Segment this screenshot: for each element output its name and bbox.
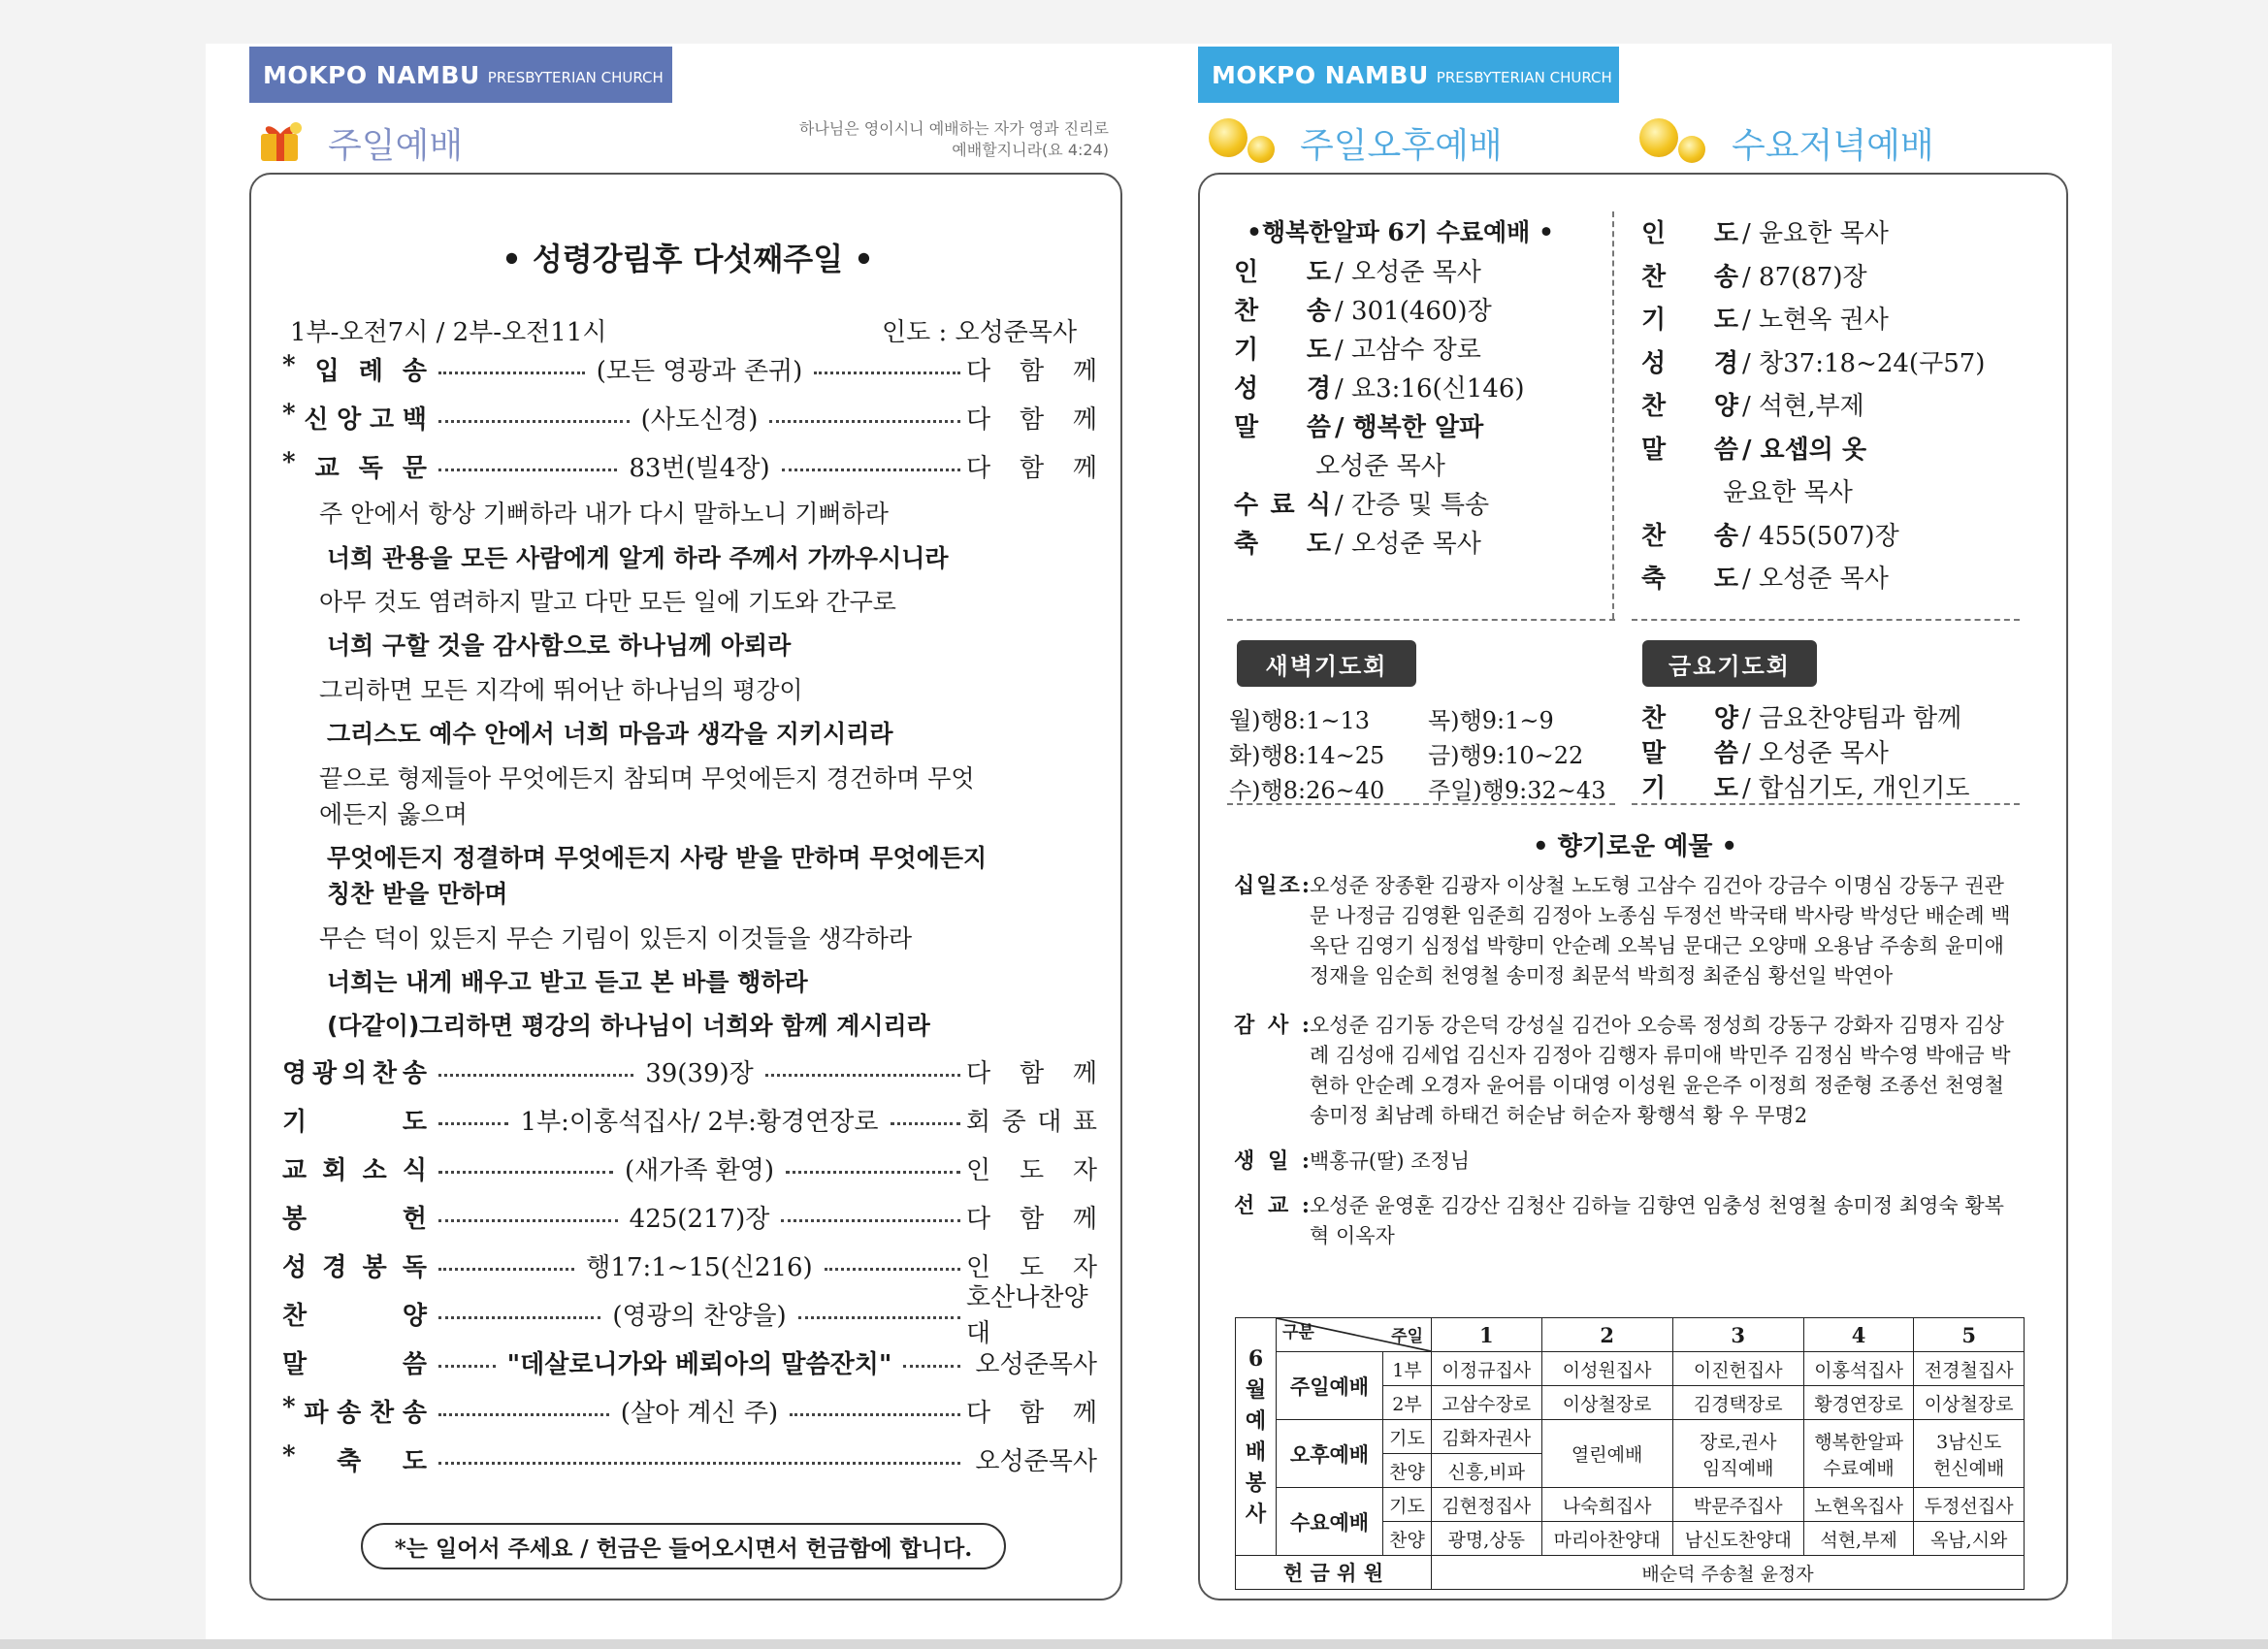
order-row	[282, 349, 1097, 388]
side-char: 월	[1245, 1377, 1267, 1403]
duty-corner	[1277, 1318, 1432, 1352]
dawn-item: 금)행9:10~22	[1428, 742, 1584, 769]
duty-table	[1235, 1317, 2025, 1590]
church-name-right: MOKPO NAMBU	[1212, 60, 1429, 89]
schedule-value: / 고삼수 장로	[1335, 336, 1481, 365]
duty-cell-stack	[1914, 1420, 2025, 1488]
afternoon-heading: •행복한알파 6기 수료예배 •	[1247, 218, 1554, 246]
schedule-key: 말 씀	[1641, 739, 1738, 768]
duty-cell: 마리아찬양대	[1541, 1522, 1672, 1556]
order-responsible: 인 도 자	[966, 1252, 1097, 1282]
right-header-band	[1198, 47, 1619, 103]
leader-dots	[438, 372, 585, 374]
order-detail: (살아 계신 주)	[620, 1398, 779, 1428]
dawn-item: 화)행8:14~25	[1229, 742, 1385, 769]
church-name: MOKPO NAMBU	[263, 60, 480, 89]
order-responsible: 다 함 께	[966, 1058, 1098, 1088]
schedule-row	[1641, 213, 1889, 249]
candle-icon-small	[1247, 136, 1275, 163]
schedule-key: 성 경	[1641, 348, 1738, 378]
reading-line: 그리스도 예수 안에서 너희 마음과 생각을 지키시리라	[327, 720, 893, 748]
order-detail: 1부:이홍석집사/ 2부:황경연장로	[520, 1107, 879, 1137]
schedule-row	[1641, 472, 1853, 508]
duty-cell: 이정규집사	[1432, 1352, 1542, 1386]
order-label: 영 광 의 찬 송	[282, 1058, 427, 1088]
side-char: 봉	[1245, 1471, 1267, 1496]
schedule-row	[1641, 386, 1864, 422]
schedule-key: 인 도	[1641, 219, 1738, 248]
duty-line: 수료예배	[1823, 1457, 1895, 1479]
duty-side-label	[1236, 1318, 1277, 1556]
gift-icon	[255, 116, 306, 165]
order-detail: 행17:1~15(신216)	[586, 1252, 813, 1282]
duty-cell: 고삼수장로	[1432, 1386, 1542, 1420]
duty-cell: 두정선집사	[1914, 1488, 2025, 1522]
schedule-key: 찬 송	[1641, 521, 1738, 551]
order-detail: (사도신경)	[640, 404, 759, 435]
leader-dots	[825, 1268, 960, 1271]
reading-line: 그리하면 모든 지각에 뛰어난 하나님의 평강이	[319, 676, 803, 704]
leader-dots	[790, 1413, 960, 1416]
schedule-row	[1234, 407, 1483, 443]
schedule-value: / 윤요한 목사	[1742, 219, 1889, 248]
leader-dots	[438, 1413, 609, 1416]
service-leader: 인도 : 오성준목사	[882, 318, 1078, 347]
leader-dots	[765, 1074, 960, 1077]
order-label: 교 회 소 식	[282, 1155, 427, 1185]
verse-line-1: 하나님은 영이시니 예배하는 자가 영과 진리로	[798, 119, 1109, 138]
schedule-row	[1641, 300, 1889, 336]
schedule-value: 윤요한 목사	[1723, 478, 1853, 507]
duty-cell: 광명,상동	[1432, 1522, 1542, 1556]
reading-line: 칭찬 받을 만하며	[327, 880, 508, 908]
schedule-row	[1641, 516, 1899, 552]
sunday-worship-title: 주일예배	[328, 126, 464, 166]
leader-dots	[438, 1219, 618, 1222]
candle-icon-2	[1639, 118, 1678, 157]
duty-line: 행복한알파	[1814, 1431, 1903, 1453]
schedule-key: 성 경	[1234, 374, 1331, 404]
duty-cell: 이상철장로	[1914, 1386, 2025, 1420]
corner-week: 주일	[1391, 1327, 1423, 1346]
leader-dots	[798, 1316, 960, 1319]
schedule-value: / 요셉의 옷	[1742, 435, 1867, 465]
wed-sub-1: 기도	[1383, 1488, 1432, 1522]
duty-cell: 김경택장로	[1672, 1386, 1803, 1420]
duty-cell: 열린예배	[1541, 1420, 1672, 1488]
duty-cell: 신흥,비파	[1432, 1454, 1542, 1488]
order-label: * 입 례 송	[282, 350, 427, 386]
sunday-duty-label: 주일예배	[1277, 1352, 1383, 1420]
candle-icon	[1209, 118, 1247, 157]
duty-cell-stack	[1672, 1420, 1803, 1488]
schedule-value: / 오성준 목사	[1335, 530, 1481, 559]
church-subtitle: PRESBYTERIAN CHURCH	[487, 69, 664, 86]
order-row	[282, 1100, 1097, 1139]
duty-cell: 김현정집사	[1432, 1488, 1542, 1522]
order-detail: (모든 영광과 존귀)	[596, 356, 803, 386]
leader-dots	[438, 1316, 600, 1319]
offering-row	[1234, 1011, 2023, 1131]
order-row	[282, 1148, 1097, 1187]
schedule-row	[1641, 343, 1985, 379]
schedule-value: / 오성준 목사	[1335, 258, 1481, 287]
schedule-row	[1641, 733, 1889, 769]
offering-type: 선 교 :	[1234, 1193, 1310, 1218]
schedule-value: / 455(507)장	[1742, 521, 1899, 551]
offering-names: 오성준 윤영훈 김강산 김청산 김하늘 김향연 임충성 천영철 송미정 최영숙 황복혁 이옥자	[1310, 1194, 2004, 1247]
reading-line: 너희는 내게 배우고 받고 듣고 본 바를 행하라	[327, 968, 808, 996]
order-detail: (새가족 환영)	[624, 1155, 775, 1185]
week-5: 5	[1914, 1318, 2025, 1352]
right-schedule-box	[1198, 173, 2068, 1600]
corner-category: 구분	[1282, 1323, 1314, 1342]
schedule-row	[1234, 330, 1481, 366]
schedule-value: / 합심기도, 개인기도	[1742, 774, 1970, 803]
duty-cell: 남신도찬양대	[1672, 1522, 1803, 1556]
order-detail: (영광의 찬양을)	[612, 1301, 787, 1331]
side-char: 예	[1245, 1408, 1267, 1434]
schedule-row	[1234, 369, 1525, 404]
order-responsible: 다 함 께	[966, 356, 1098, 386]
duty-cell: 황경연장로	[1803, 1386, 1914, 1420]
scan-edge	[0, 1639, 2268, 1649]
order-detail: "데살로니가와 베뢰아의 말씀잔치"	[506, 1349, 892, 1379]
leader-dots	[786, 1171, 960, 1174]
duty-cell: 나숙희집사	[1541, 1488, 1672, 1522]
schedule-row	[1234, 485, 1489, 521]
order-row	[282, 1342, 1097, 1381]
schedule-value: / 87(87)장	[1742, 262, 1867, 292]
order-row	[282, 1283, 1097, 1348]
schedule-value: / 창37:18~24(구57)	[1742, 348, 1986, 378]
order-responsible: 다 함 께	[966, 404, 1098, 435]
divider-left-2	[1227, 803, 1615, 805]
offering-type: 십 일 조 :	[1234, 873, 1310, 898]
duty-line: 헌신예배	[1932, 1457, 2005, 1479]
order-row	[282, 1391, 1097, 1430]
duty-cell: 이상철장로	[1541, 1386, 1672, 1420]
order-label: 봉 헌	[282, 1204, 427, 1234]
wed-sub-2: 찬양	[1383, 1522, 1432, 1556]
duty-line: 3남신도	[1936, 1431, 2002, 1453]
offering-title: • 향기로운 예물 •	[1532, 832, 1738, 861]
duty-cell: 전경철집사	[1914, 1352, 2025, 1386]
schedule-value: 오성준 목사	[1315, 452, 1445, 481]
schedule-row	[1641, 559, 1889, 595]
order-detail: 83번(빌4장)	[629, 453, 770, 483]
friday-prayer-badge: 금요기도회	[1642, 640, 1817, 687]
order-label: 찬 양	[282, 1301, 427, 1331]
schedule-value: / 요3:16(신146)	[1335, 374, 1525, 404]
wed-duty-label: 수요예배	[1277, 1488, 1383, 1556]
schedule-key: 축 도	[1234, 530, 1331, 559]
duty-cell-stack	[1803, 1420, 1914, 1488]
schedule-key: 말 씀	[1641, 435, 1738, 465]
leader-dots	[438, 1462, 960, 1465]
schedule-key: 기 도	[1641, 306, 1738, 335]
afternoon-worship-title: 주일오후예배	[1300, 126, 1503, 166]
schedule-row	[1234, 252, 1481, 288]
week-title: • 성령강림후 다섯째주일 •	[502, 241, 874, 277]
schedule-row	[1641, 698, 1961, 734]
side-char: 사	[1245, 1502, 1267, 1527]
schedule-key: 기 도	[1641, 774, 1738, 803]
service-times: 1부-오전7시 / 2부-오전11시	[290, 318, 607, 347]
reading-line: 무슨 덕이 있든지 무슨 기림이 있든지 이것들을 생각하라	[319, 924, 913, 953]
dawn-item: 수)행8:26~40	[1229, 777, 1385, 804]
order-responsible: 호산나찬양대	[966, 1283, 1088, 1348]
sunday-sub-2: 2부	[1383, 1386, 1432, 1420]
afternoon-duty-label: 오후예배	[1277, 1420, 1383, 1488]
schedule-key: 찬 송	[1234, 297, 1331, 326]
order-responsible: 인 도 자	[966, 1155, 1098, 1185]
dawn-item: 목)행9:1~9	[1428, 707, 1554, 734]
divider-right	[1632, 619, 2020, 621]
reading-line: 아무 것도 염려하지 말고 다만 모든 일에 기도와 간구로	[319, 588, 896, 616]
leader-dots	[903, 1365, 960, 1368]
afternoon-sub-1: 기도	[1383, 1420, 1432, 1454]
dawn-prayer-badge: 새벽기도회	[1237, 640, 1416, 687]
duty-line: 장로,권사	[1700, 1431, 1777, 1453]
schedule-key: 기 도	[1234, 336, 1331, 365]
schedule-value: / 석현,부제	[1742, 392, 1864, 421]
schedule-value: / 노현옥 권사	[1742, 306, 1889, 335]
reading-line: 무엇에든지 정결하며 무엇에든지 사랑 받을 만하며 무엇에든지	[327, 844, 988, 872]
order-responsible: 오성준목사	[975, 1446, 1097, 1476]
order-responsible: 다 함 께	[966, 453, 1098, 483]
schedule-row	[1641, 257, 1867, 293]
duty-line: 임직예배	[1702, 1457, 1774, 1479]
offering-row	[1234, 1147, 2023, 1177]
order-row	[282, 398, 1097, 436]
leader-dots	[438, 1268, 574, 1271]
side-char: 6	[1247, 1346, 1264, 1372]
offering-row	[1234, 1191, 2023, 1251]
leader-dots	[782, 469, 960, 471]
schedule-key: 찬 양	[1641, 704, 1738, 733]
order-label: * 신 앙 고 백	[282, 399, 427, 435]
offering-type: 생 일 :	[1234, 1148, 1310, 1174]
scripture-verse	[799, 118, 1109, 161]
divider-left	[1227, 619, 1615, 621]
order-row	[282, 1197, 1097, 1236]
order-responsible: 다 함 께	[966, 1398, 1097, 1428]
leader-dots	[438, 1365, 496, 1368]
order-responsible: 다 함 께	[966, 1204, 1097, 1234]
leader-dots	[891, 1122, 960, 1125]
sunday-worship-box	[249, 173, 1122, 1600]
leader-dots	[438, 1122, 508, 1125]
reading-line: 에든지 옳으며	[319, 800, 468, 828]
afternoon-sub-2: 찬양	[1383, 1454, 1432, 1488]
week-1: 1	[1432, 1318, 1542, 1352]
duty-cell: 박문주집사	[1672, 1488, 1803, 1522]
duty-cell: 석현,부제	[1803, 1522, 1914, 1556]
duty-cell: 옥남,시와	[1914, 1522, 2025, 1556]
leader-dots	[438, 469, 617, 471]
schedule-row	[1641, 430, 1866, 466]
duty-cell: 노현옥집사	[1803, 1488, 1914, 1522]
offering-committee-names: 배순덕 주송철 윤정자	[1432, 1556, 2025, 1590]
divider-right-2	[1632, 803, 2020, 805]
schedule-row	[1234, 524, 1481, 560]
order-detail: 425(217)장	[629, 1204, 770, 1234]
schedule-key: 축 도	[1641, 565, 1738, 594]
leader-dots	[438, 1074, 633, 1077]
week-3: 3	[1672, 1318, 1803, 1352]
schedule-value: / 간증 및 특송	[1335, 491, 1490, 520]
order-label: 성 경 봉 독	[282, 1252, 427, 1282]
order-row	[282, 1439, 1097, 1478]
leader-dots	[769, 420, 960, 423]
schedule-key: 말 씀	[1234, 413, 1331, 442]
verse-line-2: 예배할지니라(요 4:24)	[952, 141, 1109, 159]
duty-cell: 이진헌집사	[1672, 1352, 1803, 1386]
schedule-key: 찬 양	[1641, 392, 1738, 421]
schedule-key: 찬 송	[1641, 262, 1738, 292]
offering-type: 감 사 :	[1234, 1013, 1310, 1038]
offering-committee-label: 헌 금 위 원	[1236, 1556, 1432, 1590]
schedule-value: / 301(460)장	[1335, 297, 1492, 326]
schedule-row	[1234, 446, 1445, 482]
dawn-item: 주일)행9:32~43	[1428, 777, 1606, 804]
offering-names: 오성준 김기동 강은덕 강성실 김건아 오승록 정성희 강동구 강화자 김명자 김상례 김성애 김세업 김신자 김정아 김행자 류미애 박민주 김정심 박수영 박애금 박현하 안순례 오경자 윤어름 이대영 이성원 윤은주 이정희 정준형 조종선 천영철 송미정 최남례 하태건 허순남 허순자 황행석 황 우 무명2	[1310, 1014, 2011, 1127]
sunday-sub-1: 1부	[1383, 1352, 1432, 1386]
schedule-row	[1641, 768, 1969, 804]
schedule-value: / 금요찬양팀과 함께	[1742, 704, 1962, 733]
order-label: * 파 송 찬 송	[282, 1392, 427, 1428]
schedule-value: / 오성준 목사	[1742, 565, 1889, 594]
order-row	[282, 446, 1097, 485]
leader-dots	[438, 420, 630, 423]
reading-line: (다같이)그리하면 평강의 하나님이 너희와 함께 계시리라	[327, 1012, 930, 1040]
order-label: * 교 독 문	[282, 447, 427, 483]
reading-line: 끝으로 형제들아 무엇에든지 참되며 무엇에든지 경건하며 무엇	[319, 764, 975, 792]
duty-cell: 이홍석집사	[1803, 1352, 1914, 1386]
candle-icon-2-small	[1678, 136, 1705, 163]
order-label: 기 도	[282, 1107, 427, 1137]
order-row	[282, 1051, 1097, 1090]
schedule-row	[1234, 291, 1492, 327]
order-responsible: 회 중 대 표	[966, 1107, 1097, 1137]
week-4: 4	[1803, 1318, 1914, 1352]
reading-line: 주 안에서 항상 기뻐하라 내가 다시 말하노니 기뻐하라	[319, 500, 889, 528]
leader-dots	[814, 372, 960, 374]
order-detail: 39(39)장	[645, 1058, 754, 1088]
offering-row	[1234, 871, 2023, 991]
schedule-key: 수 료 식	[1234, 491, 1331, 520]
duty-side-text	[1238, 1343, 1274, 1530]
offering-names: 오성준 장종환 김광자 이상철 노도형 고삼수 김건아 강금수 이명심 강동구 권관문 나정금 김영환 임준희 김정아 노종심 두정선 박국태 박사랑 박성단 배순례 백옥단 김영기 심정섭 박향미 안순례 오복님 문대근 오양매 오용남 주송희 윤미애 정재을 임순희 천영철 송미정 최문석 박희정 최준심 황선일 박연아	[1310, 874, 2011, 987]
schedule-value: / 행복한 알파	[1335, 413, 1484, 442]
order-label: 말 씀	[282, 1349, 427, 1379]
reading-line: 너희 관용을 모든 사람에게 알게 하라 주께서 가까우시니라	[327, 544, 949, 572]
order-label: * 축 도	[282, 1440, 427, 1476]
duty-cell: 김화자권사	[1432, 1420, 1542, 1454]
dawn-item: 월)행8:1~13	[1229, 707, 1371, 734]
leader-dots	[438, 1171, 613, 1174]
schedule-key: 인 도	[1234, 258, 1331, 287]
column-divider	[1612, 211, 1614, 619]
reading-line: 너희 구할 것을 감사함으로 하나님께 아뢰라	[327, 631, 792, 660]
standing-note: *는 일어서 주세요 / 헌금은 들어오시면서 헌금함에 합니다.	[361, 1523, 1006, 1569]
leader-dots	[781, 1219, 960, 1222]
duty-cell: 이성원집사	[1541, 1352, 1672, 1386]
wednesday-worship-title: 수요저녁예배	[1732, 126, 1934, 166]
week-2: 2	[1541, 1318, 1672, 1352]
church-subtitle-right: PRESBYTERIAN CHURCH	[1436, 69, 1612, 86]
left-header-band	[249, 47, 672, 103]
offering-names: 백홍규(딸) 조정님	[1310, 1149, 1471, 1173]
order-responsible: 오성준목사	[975, 1349, 1098, 1379]
schedule-value: / 오성준 목사	[1742, 739, 1889, 768]
side-char: 배	[1245, 1439, 1267, 1465]
